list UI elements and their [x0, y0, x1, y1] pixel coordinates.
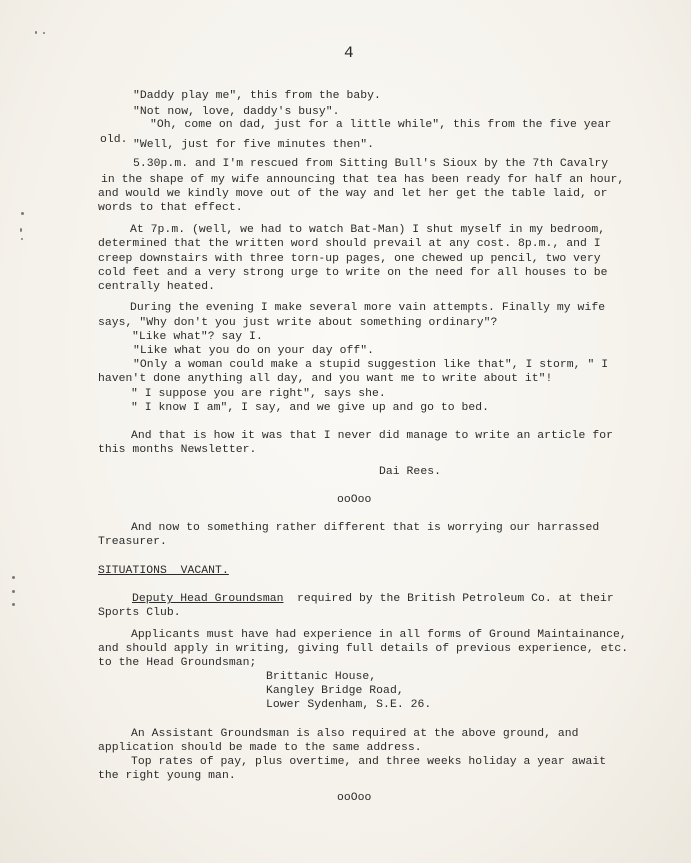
ink-speck	[12, 590, 15, 593]
text-line: "Not now, love, daddy's busy".	[133, 106, 340, 118]
address-line: Kangley Bridge Road,	[266, 685, 404, 697]
address-line: Brittanic House,	[266, 671, 377, 683]
text-line: and should apply in writing, giving full details of previous experience, etc.	[98, 643, 629, 655]
text-line: required by the British Petroleum Co. at their	[297, 593, 614, 605]
address-line: Lower Sydenham, S.E. 26.	[266, 699, 432, 711]
section-divider: ooOoo	[337, 792, 372, 804]
ink-speck	[12, 576, 15, 579]
text-line: 5.30p.m. and I'm rescued from Sitting Bull's Sioux by the 7th Cavalry	[133, 158, 609, 170]
text-line: And now to something rather different that is worrying our harrassed	[131, 522, 600, 534]
text-line: "Well, just for five minutes then".	[133, 139, 374, 151]
text-line: the right young man.	[98, 770, 236, 782]
text-line: cold feet and a very strong urge to write on the need for all houses to be	[98, 267, 608, 279]
ink-speck	[43, 32, 45, 34]
text-line: At 7p.m. (well, we had to watch Bat-Man) I shut myself in my bedroom,	[130, 224, 606, 236]
text-line: "Oh, come on dad, just for a little while", this from the five year	[150, 119, 612, 131]
signature: Dai Rees.	[379, 466, 441, 478]
text-line: An Assistant Groundsman is also required at the above ground, and	[131, 728, 579, 740]
text-line: "Like what you do on your day off".	[133, 345, 374, 357]
text-line: determined that the written word should prevail at any cost. 8p.m., and I	[98, 238, 601, 250]
text-line: Sports Club.	[98, 607, 181, 619]
text-line: to the Head Groundsman;	[98, 657, 257, 669]
text-line: creep downstairs with three torn-up pages, one chewed up pencil, two very	[98, 253, 601, 265]
job-title: Deputy Head Groundsman	[132, 593, 284, 605]
section-divider: ooOoo	[337, 494, 372, 506]
section-heading: SITUATIONS VACANT.	[98, 565, 229, 577]
text-line: During the evening I make several more vain attempts. Finally my wife	[130, 302, 606, 314]
text-line: "Like what"? say I.	[132, 331, 263, 343]
page-number: 4	[344, 44, 354, 62]
text-line: "Only a woman could make a stupid suggestion like that", I storm, " I	[133, 359, 609, 371]
text-line: haven't done anything all day, and you want me to write about it"!	[98, 373, 553, 385]
text-line: application should be made to the same address.	[98, 742, 422, 754]
text-line: Treasurer.	[98, 536, 167, 548]
text-line: Applicants must have had experience in all forms of Ground Maintainance,	[131, 629, 627, 641]
ink-speck	[12, 603, 15, 606]
text-line: centrally heated.	[98, 281, 216, 293]
text-line: and would we kindly move out of the way and let her get the table laid, or	[98, 188, 608, 200]
text-line: " I know I am", I say, and we give up and go to bed.	[131, 402, 490, 414]
text-line: old.	[100, 134, 128, 146]
text-line: " I suppose you are right", says she.	[131, 388, 386, 400]
text-line: says, "Why don't you just write about something ordinary"?	[98, 317, 498, 329]
ink-speck	[20, 228, 22, 232]
text-line: words to that effect.	[98, 202, 243, 214]
ink-speck	[21, 212, 24, 215]
text-line: Top rates of pay, plus overtime, and three weeks holiday a year await	[131, 756, 607, 768]
text-line: this months Newsletter.	[98, 444, 257, 456]
ink-speck	[35, 31, 37, 34]
text-line: And that is how it was that I never did manage to write an article for	[131, 430, 613, 442]
text-line: in the shape of my wife announcing that tea has been ready for half an hour,	[101, 174, 625, 186]
text-line: "Daddy play me", this from the baby.	[133, 90, 381, 102]
ink-speck	[21, 238, 23, 240]
